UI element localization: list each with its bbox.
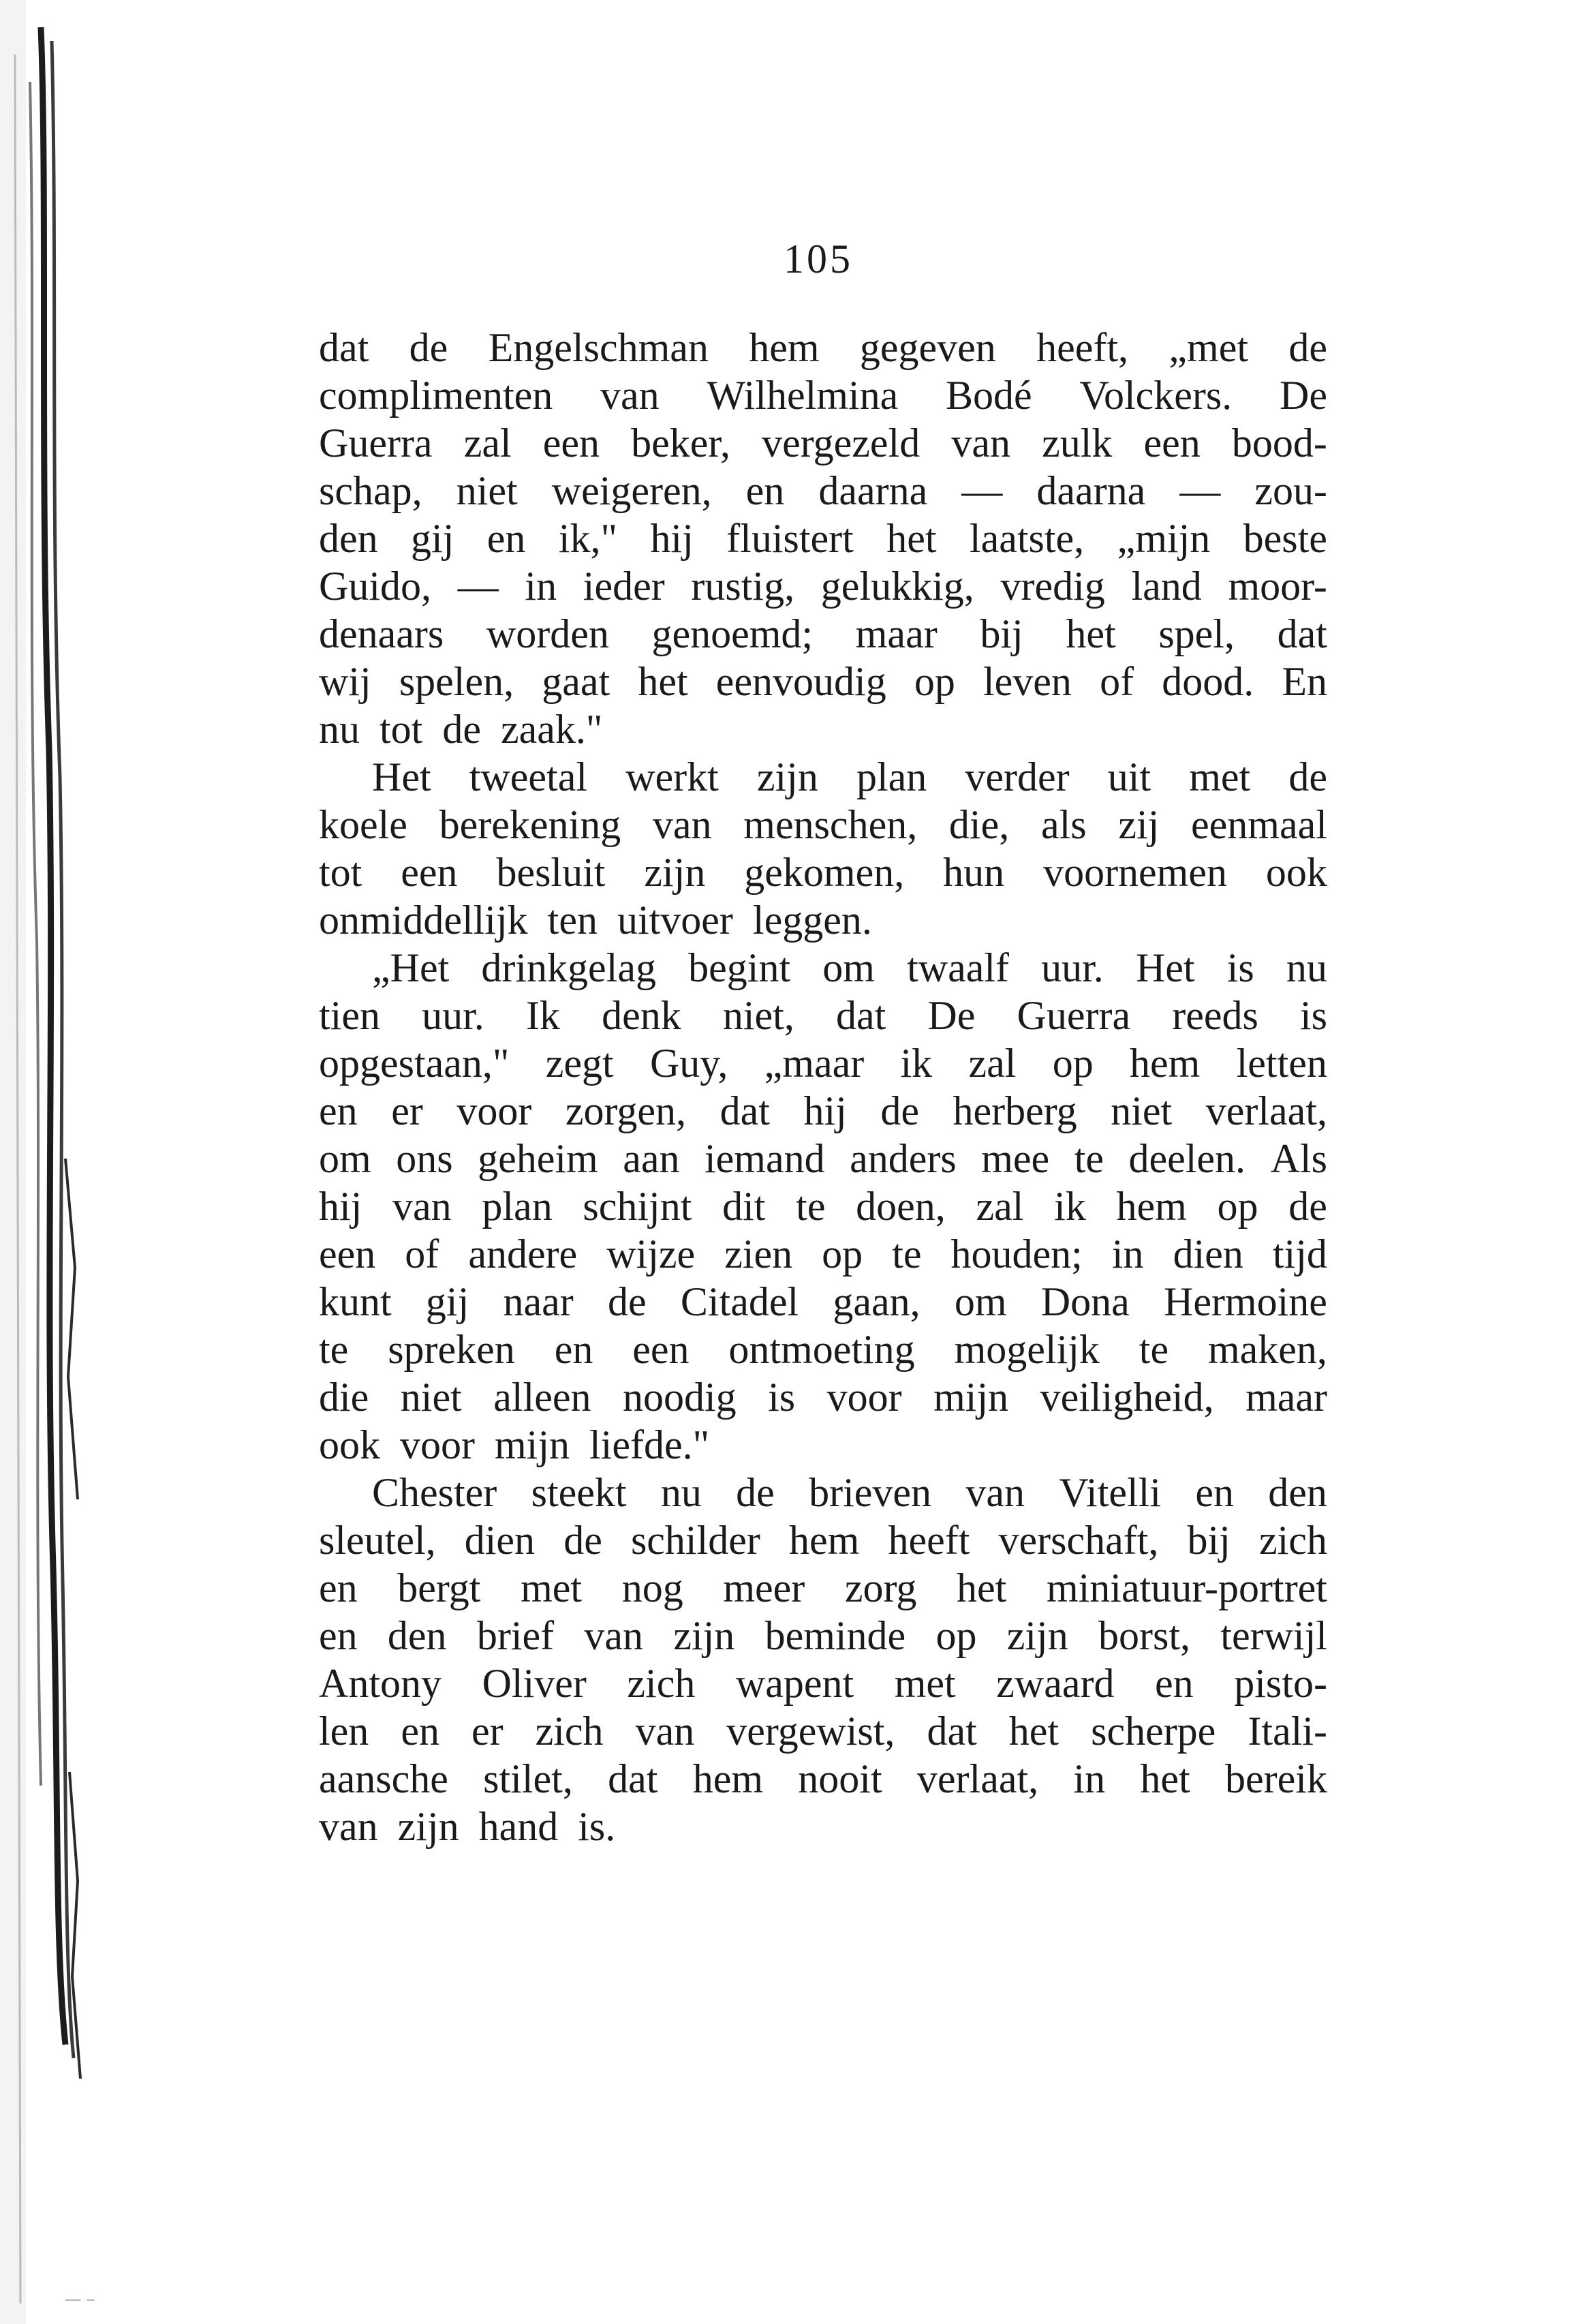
text-line: kunt gij naar de Citadel gaan, om Dona Hermoine (319, 1279, 1327, 1324)
text-line: Guerra zal een beker, vergezeld van zulk een bood- (319, 421, 1327, 465)
text-line: len en er zich van vergewist, dat het scherpe Itali- (319, 1709, 1327, 1754)
text-line: hij van plan schijnt dit te doen, zal ik hem op de (319, 1184, 1327, 1229)
text-line: koele berekening van menschen, die, als zij eenmaal (319, 802, 1327, 847)
text-line: nu tot de zaak." (319, 707, 603, 752)
footer-mark: — – (65, 2290, 96, 2307)
text-line: den gij en ik," hij fluistert het laatste, „mijn beste (319, 516, 1327, 561)
text-line: die niet alleen noodig is voor mijn veiligheid, maar (319, 1375, 1327, 1420)
text-line: schap, niet weigeren, en daarna — daarna — zou- (319, 468, 1327, 513)
text-line: en bergt met nog meer zorg het miniatuur-portret (319, 1565, 1327, 1610)
text-line: „Het drinkgelag begint om twaalf uur. Het is nu (372, 945, 1327, 990)
binding-edge-scan-shadow (0, 0, 102, 2324)
text-line: om ons geheim aan iemand anders mee te deelen. Als (319, 1136, 1327, 1181)
text-line: van zijn hand is. (319, 1804, 616, 1849)
text-line: een of andere wijze zien op te houden; in dien tijd (319, 1232, 1327, 1276)
text-line: onmiddellijk ten uitvoer leggen. (319, 898, 872, 943)
text-line: te spreken en een ontmoeting mogelijk te maken, (319, 1327, 1327, 1372)
text-line: tien uur. Ik denk niet, dat De Guerra reeds is (319, 993, 1327, 1038)
text-line: complimenten van Wilhelmina Bodé Volckers. De (319, 373, 1327, 418)
text-line: denaars worden genoemd; maar bij het spel, dat (319, 611, 1327, 656)
text-line: Chester steekt nu de brieven van Vitelli en den (372, 1470, 1327, 1515)
text-line: Guido, — in ieder rustig, gelukkig, vredig land moor- (319, 564, 1327, 609)
body-text (319, 324, 1327, 1850)
text-line: sleutel, dien de schilder hem heeft verschaft, bij zich (319, 1518, 1327, 1563)
text-line: ook voor mijn liefde." (319, 1422, 710, 1467)
text-line: en den brief van zijn beminde op zijn borst, terwijl (319, 1613, 1327, 1658)
text-line: tot een besluit zijn gekomen, hun voornemen ook (319, 850, 1327, 895)
text-line: opgestaan," zegt Guy, „maar ik zal op hem letten (319, 1041, 1327, 1086)
text-line: Antony Oliver zich wapent met zwaard en pisto- (319, 1661, 1327, 1706)
text-line: wij spelen, gaat het eenvoudig op leven of dood. En (319, 659, 1327, 704)
page-number: 105 (784, 236, 853, 281)
text-line: dat de Engelschman hem gegeven heeft, „met de (319, 325, 1327, 370)
text-line: Het tweetal werkt zijn plan verder uit met de (372, 754, 1327, 799)
text-line: en er voor zorgen, dat hij de herberg niet verlaat, (319, 1088, 1327, 1133)
text-line: aansche stilet, dat hem nooit verlaat, in het bereik (319, 1756, 1327, 1801)
